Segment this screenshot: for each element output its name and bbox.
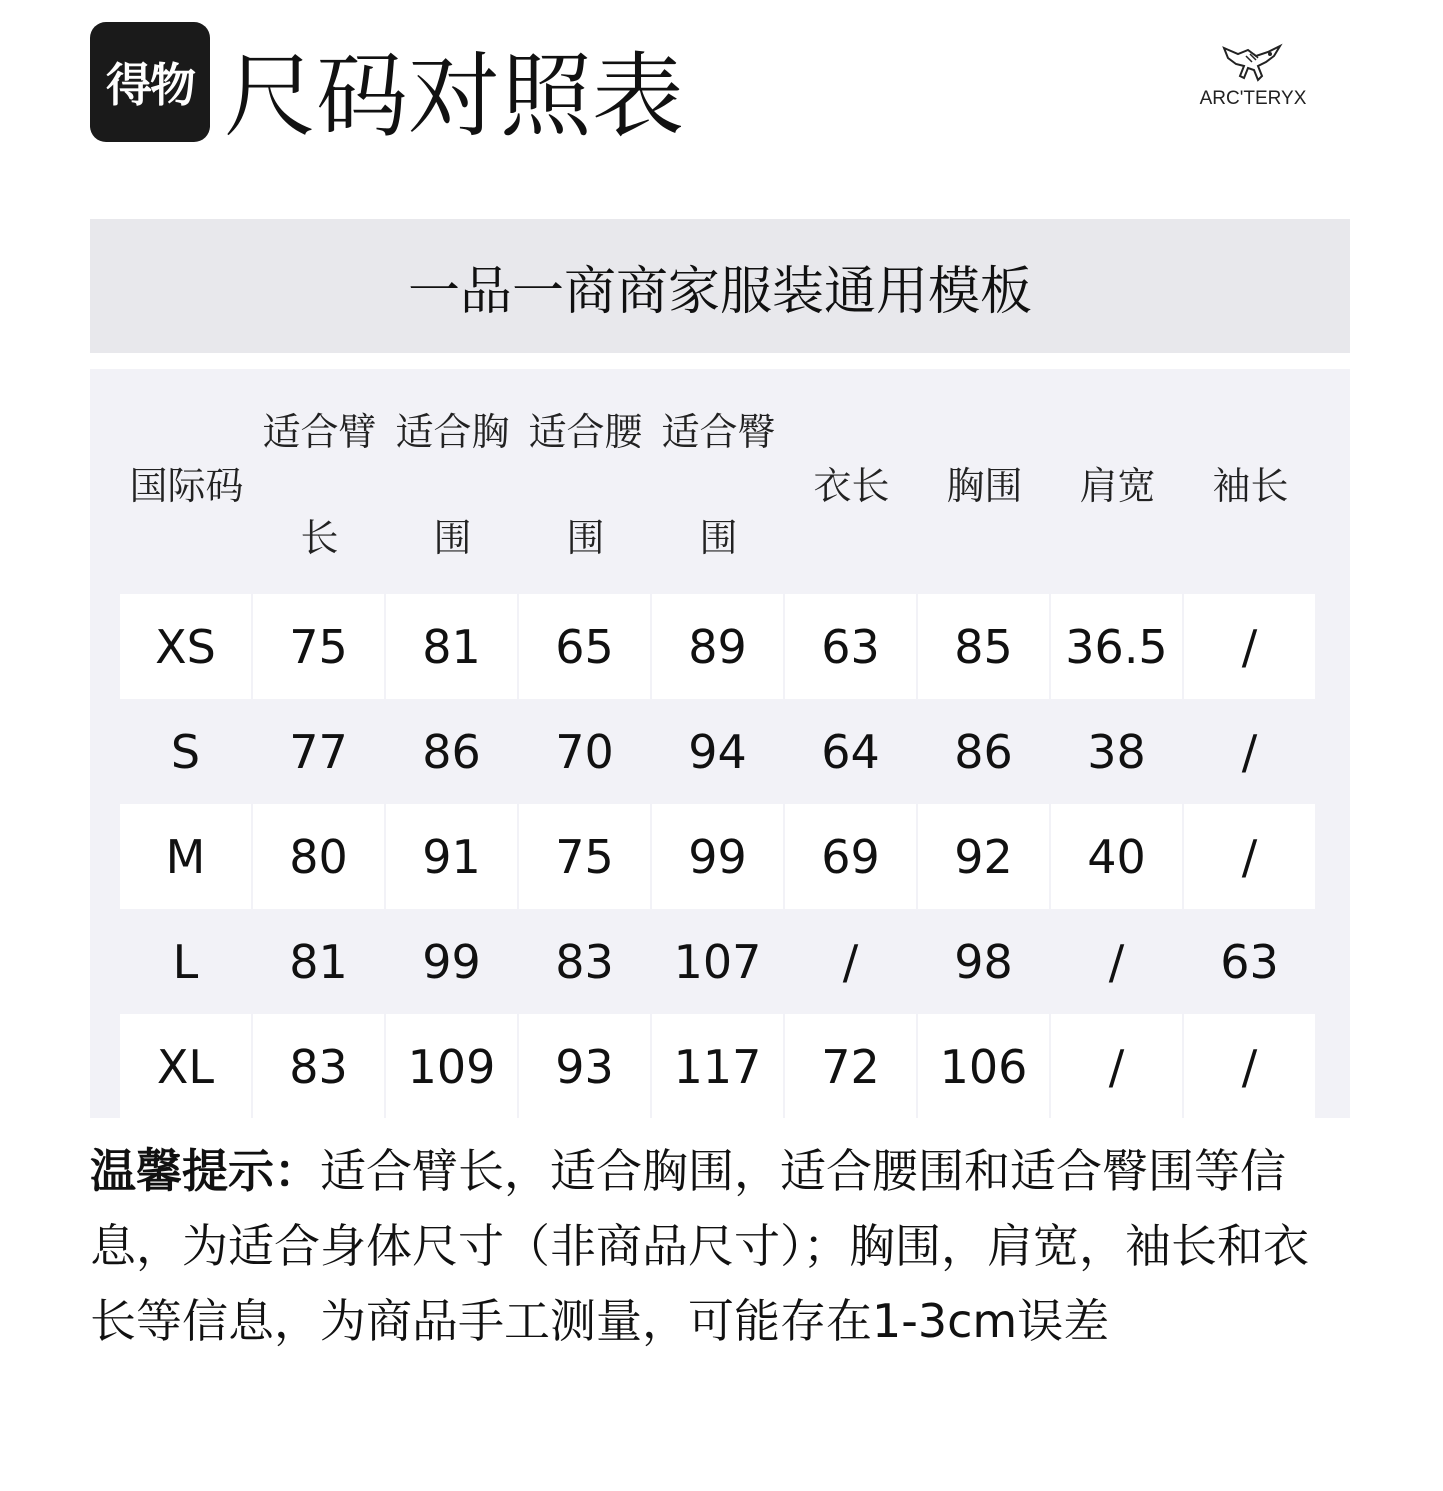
table-cell: / [842, 934, 859, 989]
header-label-cont: 围 [566, 516, 605, 560]
header-cell-shoulder [1051, 369, 1184, 594]
header-label-cont: 围 [433, 516, 472, 560]
table-cell: 72 [785, 1014, 916, 1119]
template-banner [90, 219, 1350, 353]
table-cell: 109 [386, 1014, 517, 1119]
header-cell-waist [519, 369, 652, 594]
table-cell: 85 [918, 594, 1049, 699]
header-cell-hip [652, 369, 785, 594]
header-cell-size [120, 369, 253, 594]
header-label: 衣长 [813, 464, 890, 508]
table-cell: 40 [1051, 804, 1182, 909]
table-cell: 89 [652, 594, 783, 699]
table-cell: 91 [386, 804, 517, 909]
header-label: 适合臂 [262, 410, 377, 454]
size-table [90, 369, 1350, 1118]
page-title: 尺码对照表 [224, 43, 685, 150]
table-cell: 77 [289, 724, 348, 779]
table-cell: 83 [555, 934, 614, 989]
table-cell: 83 [253, 1014, 384, 1119]
table-cell: S [170, 724, 201, 779]
table-cell: 107 [673, 934, 762, 989]
table-cell: / [1241, 724, 1258, 779]
table-cell: 98 [954, 934, 1013, 989]
table-cell: 99 [422, 934, 481, 989]
table-cell: 99 [652, 804, 783, 909]
header-cell-bust [386, 369, 519, 594]
table-row [120, 1014, 1317, 1119]
table-cell: L [172, 934, 199, 989]
table-cell: / [1108, 934, 1125, 989]
header-label-cont: 围 [699, 516, 738, 560]
table-cell: 81 [386, 594, 517, 699]
header-label: 适合腰 [528, 410, 643, 454]
table-cell: 75 [253, 594, 384, 699]
table-cell: 92 [918, 804, 1049, 909]
dewu-logo [90, 22, 210, 142]
table-cell: 81 [289, 934, 348, 989]
template-name: 一品一商商家服装通用模板 [407, 261, 1032, 322]
header-label: 国际码 [129, 464, 244, 508]
table-row [120, 804, 1317, 909]
header-label: 袖长 [1212, 464, 1289, 508]
header-cell-chest [918, 369, 1051, 594]
header-cell-arm [253, 369, 386, 594]
table-cell: XS [120, 594, 251, 699]
table-cell: / [1184, 804, 1315, 909]
table-cell: 64 [821, 724, 880, 779]
table-cell: / [1184, 594, 1315, 699]
dewu-logo-text: 得物 [106, 58, 194, 112]
brand-logo [1188, 40, 1318, 130]
table-body [120, 594, 1317, 1119]
table-cell: 75 [519, 804, 650, 909]
table-cell: 38 [1087, 724, 1146, 779]
tip-note [90, 1134, 1350, 1359]
table-row [120, 699, 1317, 804]
table-cell: 106 [918, 1014, 1049, 1119]
header-cell-sleeve [1184, 369, 1317, 594]
archaeopteryx-icon [1218, 40, 1288, 86]
tip-text: 适合臂长，适合胸围，适合腰围和适合臀围等信息，为适合身体尺寸（非商品尺寸）；胸围，肩宽，袖长和衣长等信息，为商品手工测量，可能存在1-3cm误差 [90, 1144, 1309, 1348]
brand-name: ARC'TERYX [1199, 88, 1307, 109]
table-cell: XL [120, 1014, 251, 1119]
table-cell: 69 [785, 804, 916, 909]
table-cell: 80 [253, 804, 384, 909]
header-label: 胸围 [946, 464, 1023, 508]
table-cell: 63 [785, 594, 916, 699]
header-label-cont: 长 [300, 516, 339, 560]
table-cell: 86 [422, 724, 481, 779]
header-label: 肩宽 [1079, 464, 1156, 508]
table-cell: 94 [688, 724, 747, 779]
table-header [120, 369, 1317, 594]
table-cell: 65 [519, 594, 650, 699]
table-cell: 70 [555, 724, 614, 779]
table-cell: 36.5 [1051, 594, 1182, 699]
table-row [120, 594, 1317, 699]
table-cell: 93 [519, 1014, 650, 1119]
table-cell: 86 [954, 724, 1013, 779]
table-cell: 117 [652, 1014, 783, 1119]
table-cell: 63 [1220, 934, 1279, 989]
table-row [120, 909, 1317, 1014]
header-label: 适合胸 [395, 410, 510, 454]
table-cell: / [1184, 1014, 1315, 1119]
header-cell-length [785, 369, 918, 594]
table-cell: M [120, 804, 251, 909]
table-cell: / [1051, 1014, 1182, 1119]
header-label: 适合臀 [661, 410, 776, 454]
tip-label: 温馨提示： [90, 1144, 320, 1198]
